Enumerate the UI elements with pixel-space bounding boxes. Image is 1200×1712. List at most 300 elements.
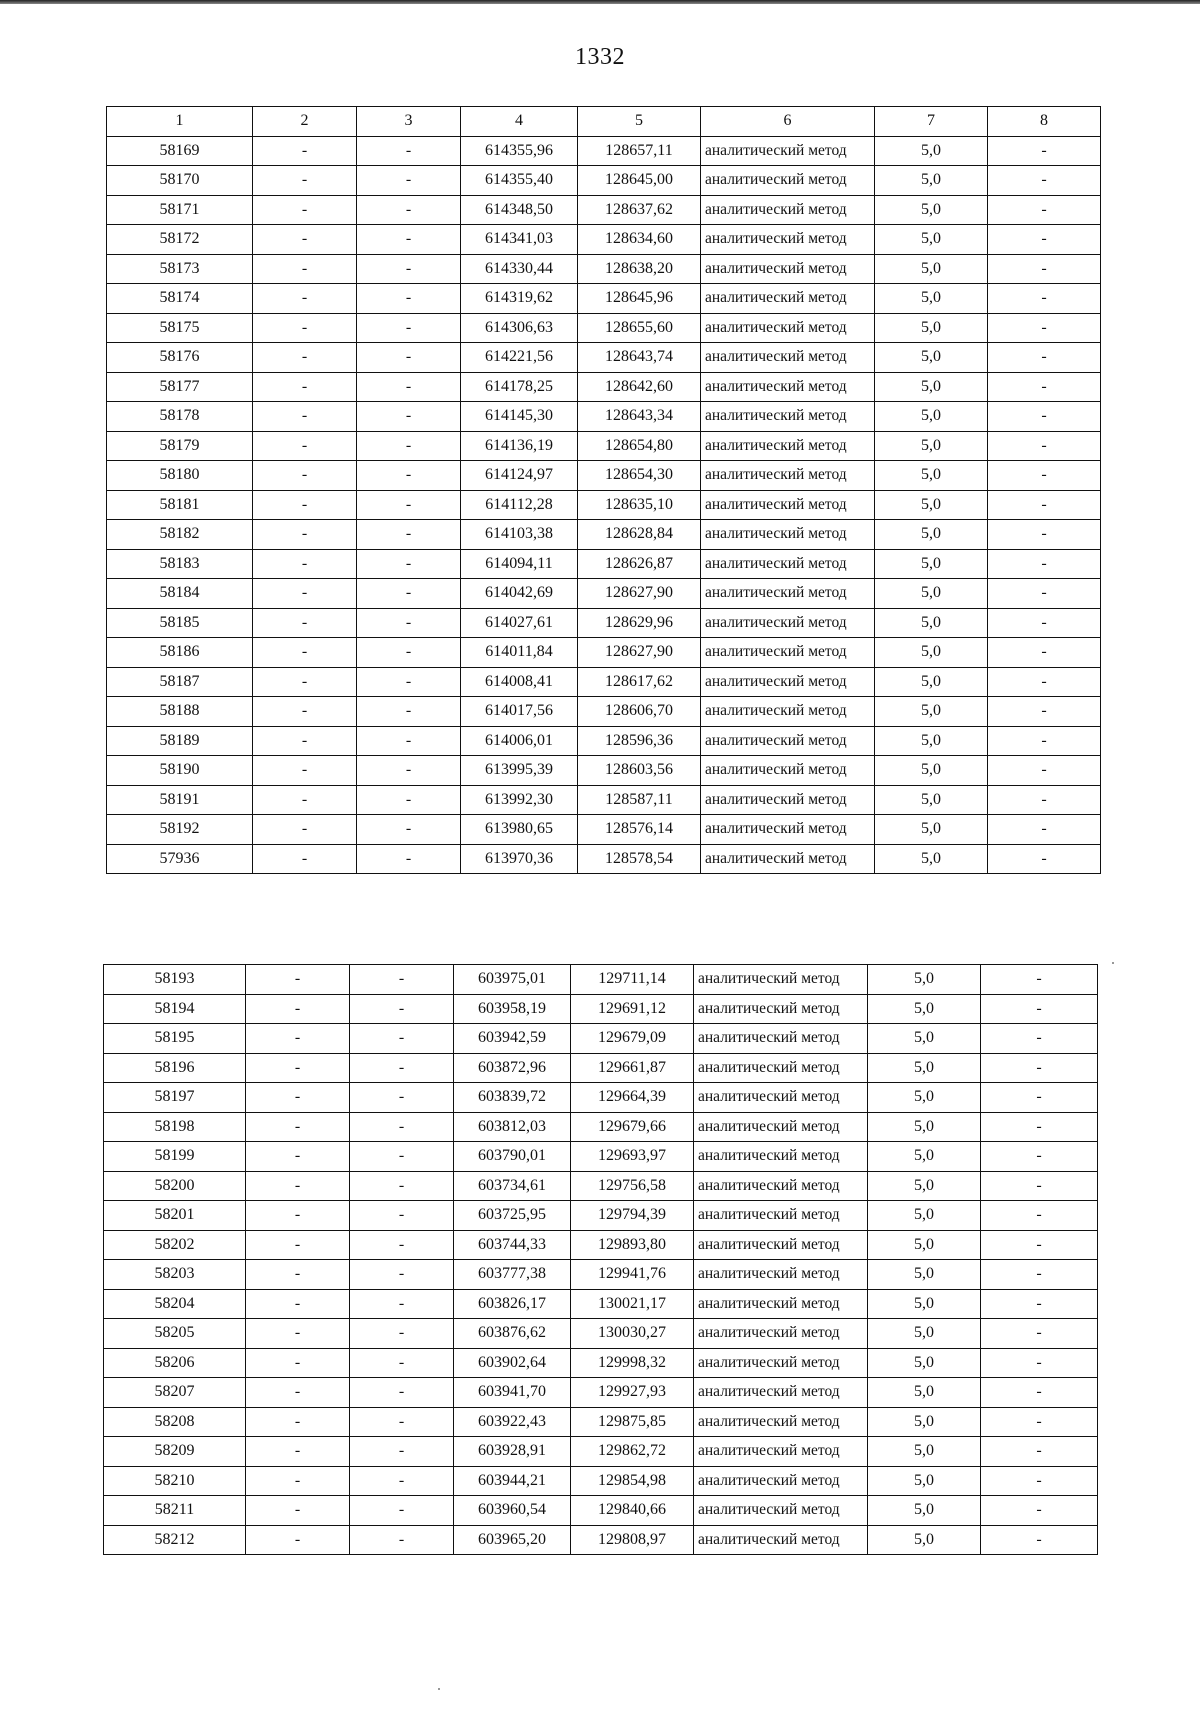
table-cell: -: [981, 1112, 1098, 1142]
table-cell: 58202: [104, 1230, 246, 1260]
table-cell: 5,0: [875, 343, 988, 373]
table-cell: -: [350, 1496, 454, 1526]
table-cell: 130021,17: [571, 1289, 694, 1319]
table-cell: -: [350, 1289, 454, 1319]
table-cell: -: [988, 697, 1101, 727]
table-cell: аналитический метод: [694, 1378, 868, 1408]
table-cell: аналитический метод: [694, 1496, 868, 1526]
table-cell: 603942,59: [454, 1024, 571, 1054]
table-cell: 58205: [104, 1319, 246, 1349]
table-cell: -: [350, 1142, 454, 1172]
table-row: [107, 461, 1101, 491]
table-row: [107, 697, 1101, 727]
table-cell: -: [988, 431, 1101, 461]
table-cell: -: [350, 1024, 454, 1054]
table-cell: аналитический метод: [701, 225, 875, 255]
table-cell: 128587,11: [578, 785, 701, 815]
table-cell: аналитический метод: [701, 343, 875, 373]
table-row: [107, 431, 1101, 461]
table-cell: 129840,66: [571, 1496, 694, 1526]
table-row: [104, 1378, 1098, 1408]
table-cell: -: [981, 1525, 1098, 1555]
table-cell: -: [350, 1171, 454, 1201]
table-cell: 58176: [107, 343, 253, 373]
table-cell: -: [981, 1230, 1098, 1260]
column-header: 1: [107, 107, 253, 137]
table-cell: 603872,96: [454, 1053, 571, 1083]
table-cell: 129679,66: [571, 1112, 694, 1142]
table-cell: аналитический метод: [694, 1437, 868, 1467]
table-cell: 603734,61: [454, 1171, 571, 1201]
table-cell: 128576,14: [578, 815, 701, 845]
table-cell: -: [246, 1053, 350, 1083]
table-row: [104, 1201, 1098, 1231]
table-cell: 5,0: [875, 225, 988, 255]
table-cell: аналитический метод: [701, 490, 875, 520]
table-cell: 5,0: [868, 1112, 981, 1142]
table-cell: 58178: [107, 402, 253, 432]
table-cell: аналитический метод: [701, 638, 875, 668]
table-cell: 614330,44: [461, 254, 578, 284]
table-cell: 128578,54: [578, 844, 701, 874]
table-cell: 603960,54: [454, 1496, 571, 1526]
table-cell: -: [246, 1437, 350, 1467]
table-cell: аналитический метод: [694, 1112, 868, 1142]
table-cell: 128642,60: [578, 372, 701, 402]
table-row: [104, 1319, 1098, 1349]
table-cell: -: [253, 402, 357, 432]
table-cell: -: [253, 225, 357, 255]
table-cell: 5,0: [875, 254, 988, 284]
table-cell: -: [253, 520, 357, 550]
table-cell: -: [357, 166, 461, 196]
table-cell: 5,0: [868, 1083, 981, 1113]
column-header: 8: [988, 107, 1101, 137]
table-row: [104, 1525, 1098, 1555]
table-cell: -: [357, 579, 461, 609]
table-cell: -: [253, 431, 357, 461]
scan-speck: [1112, 962, 1114, 964]
column-header: 2: [253, 107, 357, 137]
table-cell: 129875,85: [571, 1407, 694, 1437]
table-cell: -: [253, 313, 357, 343]
table-cell: 58181: [107, 490, 253, 520]
table-row: [107, 225, 1101, 255]
table-cell: -: [357, 195, 461, 225]
table-cell: 58198: [104, 1112, 246, 1142]
table-cell: -: [988, 372, 1101, 402]
table-cell: 128638,20: [578, 254, 701, 284]
table-cell: 614221,56: [461, 343, 578, 373]
table-row: [107, 136, 1101, 166]
table-cell: -: [988, 166, 1101, 196]
table-row: [104, 1142, 1098, 1172]
table-cell: -: [357, 667, 461, 697]
table-cell: 58182: [107, 520, 253, 550]
table-cell: 5,0: [875, 815, 988, 845]
table-cell: -: [357, 461, 461, 491]
table-cell: 58210: [104, 1466, 246, 1496]
table-cell: -: [253, 608, 357, 638]
table-cell: аналитический метод: [694, 1260, 868, 1290]
table-cell: 58186: [107, 638, 253, 668]
table-cell: -: [246, 1230, 350, 1260]
table-cell: -: [981, 1024, 1098, 1054]
table-cell: аналитический метод: [701, 431, 875, 461]
table-cell: -: [981, 1260, 1098, 1290]
table-cell: 5,0: [875, 284, 988, 314]
table-cell: -: [253, 343, 357, 373]
table-cell: 5,0: [875, 549, 988, 579]
table-cell: -: [246, 1289, 350, 1319]
table-cell: аналитический метод: [701, 166, 875, 196]
table-cell: 129679,09: [571, 1024, 694, 1054]
table-cell: 58195: [104, 1024, 246, 1054]
table-cell: 5,0: [875, 490, 988, 520]
table-cell: -: [981, 1142, 1098, 1172]
table-cell: -: [350, 1260, 454, 1290]
table-cell: 58207: [104, 1378, 246, 1408]
table-cell: 128627,90: [578, 638, 701, 668]
table-cell: 614348,50: [461, 195, 578, 225]
table-row: [104, 1112, 1098, 1142]
table-cell: -: [350, 1201, 454, 1231]
table-cell: 5,0: [868, 1437, 981, 1467]
table-cell: 603922,43: [454, 1407, 571, 1437]
table-cell: 5,0: [875, 608, 988, 638]
table-cell: -: [350, 1348, 454, 1378]
table-row: [104, 1407, 1098, 1437]
table-cell: 128635,10: [578, 490, 701, 520]
table-cell: 128634,60: [578, 225, 701, 255]
table-cell: 58169: [107, 136, 253, 166]
table-cell: -: [246, 994, 350, 1024]
table-cell: -: [981, 1289, 1098, 1319]
table-cell: 128643,74: [578, 343, 701, 373]
table-cell: 58209: [104, 1437, 246, 1467]
table-row: [107, 785, 1101, 815]
table-cell: 58191: [107, 785, 253, 815]
table-cell: 5,0: [875, 461, 988, 491]
table-cell: аналитический метод: [694, 1142, 868, 1172]
table-cell: 58170: [107, 166, 253, 196]
table-cell: 5,0: [875, 785, 988, 815]
table-cell: 603928,91: [454, 1437, 571, 1467]
table-row: [107, 402, 1101, 432]
table-cell: -: [350, 1378, 454, 1408]
table-cell: 128606,70: [578, 697, 701, 727]
table-cell: -: [253, 756, 357, 786]
table-cell: -: [357, 608, 461, 638]
table-cell: -: [988, 313, 1101, 343]
table-cell: -: [357, 284, 461, 314]
table-cell: 129691,12: [571, 994, 694, 1024]
table-cell: аналитический метод: [694, 965, 868, 995]
table-cell: 5,0: [875, 313, 988, 343]
scan-top-edge: [0, 0, 1200, 4]
table-cell: -: [350, 1466, 454, 1496]
table-cell: -: [357, 402, 461, 432]
table-cell: 128603,56: [578, 756, 701, 786]
table-cell: -: [988, 461, 1101, 491]
table-cell: -: [357, 815, 461, 845]
table-row: [107, 608, 1101, 638]
table-cell: 5,0: [875, 431, 988, 461]
table-cell: аналитический метод: [694, 1348, 868, 1378]
table-cell: 5,0: [868, 1024, 981, 1054]
table-row: [104, 1083, 1098, 1113]
table-cell: -: [988, 136, 1101, 166]
table-cell: -: [981, 994, 1098, 1024]
table-cell: 603876,62: [454, 1319, 571, 1349]
table-cell: -: [357, 136, 461, 166]
table-cell: 129661,87: [571, 1053, 694, 1083]
table-cell: -: [988, 579, 1101, 609]
table-cell: аналитический метод: [694, 1230, 868, 1260]
table-cell: 58204: [104, 1289, 246, 1319]
table-cell: -: [246, 1319, 350, 1349]
table-cell: -: [988, 756, 1101, 786]
table-cell: 5,0: [868, 1053, 981, 1083]
column-header: 6: [701, 107, 875, 137]
table-cell: 603839,72: [454, 1083, 571, 1113]
table-cell: 129664,39: [571, 1083, 694, 1113]
table-cell: 58208: [104, 1407, 246, 1437]
table-row: [104, 1024, 1098, 1054]
table-cell: -: [981, 1407, 1098, 1437]
table-cell: 5,0: [875, 136, 988, 166]
table-cell: 614306,63: [461, 313, 578, 343]
table-cell: 129893,80: [571, 1230, 694, 1260]
table-cell: -: [246, 1525, 350, 1555]
table-cell: 5,0: [875, 726, 988, 756]
table-row: [104, 1348, 1098, 1378]
table-cell: 5,0: [868, 1407, 981, 1437]
table-cell: -: [988, 402, 1101, 432]
table-cell: -: [246, 1112, 350, 1142]
table-cell: -: [253, 726, 357, 756]
table-cell: 129693,97: [571, 1142, 694, 1172]
table-cell: 5,0: [868, 994, 981, 1024]
table-cell: -: [357, 844, 461, 874]
table-row: [107, 844, 1101, 874]
table-cell: -: [357, 254, 461, 284]
table-cell: -: [981, 1348, 1098, 1378]
table-cell: 58184: [107, 579, 253, 609]
table-cell: -: [350, 1053, 454, 1083]
scan-speck: [438, 1688, 440, 1690]
table-cell: -: [988, 490, 1101, 520]
table-cell: 58196: [104, 1053, 246, 1083]
table-cell: -: [350, 1112, 454, 1142]
table-cell: -: [357, 549, 461, 579]
table-cell: -: [981, 1201, 1098, 1231]
table-cell: аналитический метод: [701, 756, 875, 786]
table-cell: -: [253, 785, 357, 815]
table-cell: -: [350, 1437, 454, 1467]
table-cell: 129862,72: [571, 1437, 694, 1467]
table-cell: -: [253, 166, 357, 196]
table-cell: 58188: [107, 697, 253, 727]
table-cell: 128645,96: [578, 284, 701, 314]
table-cell: аналитический метод: [694, 1407, 868, 1437]
table-cell: -: [246, 1171, 350, 1201]
table-cell: 603944,21: [454, 1466, 571, 1496]
table-row: [107, 195, 1101, 225]
table-cell: 128596,36: [578, 726, 701, 756]
table-row: [107, 815, 1101, 845]
table-cell: 614027,61: [461, 608, 578, 638]
table-cell: 5,0: [868, 1496, 981, 1526]
table-cell: 5,0: [875, 844, 988, 874]
table-cell: аналитический метод: [694, 1289, 868, 1319]
table-cell: аналитический метод: [694, 1171, 868, 1201]
table-cell: аналитический метод: [694, 1319, 868, 1349]
table-cell: -: [253, 284, 357, 314]
table-cell: 58199: [104, 1142, 246, 1172]
table-cell: 614112,28: [461, 490, 578, 520]
table-cell: 5,0: [875, 372, 988, 402]
table-cell: -: [988, 225, 1101, 255]
column-header: 5: [578, 107, 701, 137]
table-cell: -: [988, 785, 1101, 815]
table-cell: 613995,39: [461, 756, 578, 786]
table-cell: 128627,90: [578, 579, 701, 609]
table-cell: 128654,80: [578, 431, 701, 461]
table-cell: -: [357, 785, 461, 815]
table-cell: 603725,95: [454, 1201, 571, 1231]
table-cell: -: [988, 549, 1101, 579]
table-cell: аналитический метод: [694, 1525, 868, 1555]
table-row: [104, 965, 1098, 995]
table-cell: 614017,56: [461, 697, 578, 727]
table-cell: -: [246, 1260, 350, 1290]
table-cell: -: [350, 1230, 454, 1260]
table-cell: -: [988, 844, 1101, 874]
column-header: 7: [875, 107, 988, 137]
table-cell: аналитический метод: [701, 608, 875, 638]
table-cell: -: [981, 1053, 1098, 1083]
table-cell: -: [350, 965, 454, 995]
table-row: [104, 1171, 1098, 1201]
page-number: 1332: [575, 44, 625, 70]
table-cell: аналитический метод: [701, 667, 875, 697]
coordinates-table-2: [103, 964, 1098, 1555]
table-cell: -: [357, 490, 461, 520]
table-cell: 614094,11: [461, 549, 578, 579]
table-cell: -: [253, 461, 357, 491]
table-cell: 5,0: [868, 1319, 981, 1349]
table-cell: аналитический метод: [701, 136, 875, 166]
table-cell: аналитический метод: [701, 372, 875, 402]
table-cell: -: [357, 343, 461, 373]
table-cell: 5,0: [868, 1142, 981, 1172]
table-cell: 128626,87: [578, 549, 701, 579]
table-cell: 5,0: [875, 166, 988, 196]
table-row: [104, 1053, 1098, 1083]
table-cell: -: [357, 372, 461, 402]
table-cell: 5,0: [875, 520, 988, 550]
table-cell: 58171: [107, 195, 253, 225]
table-cell: 603941,70: [454, 1378, 571, 1408]
table-cell: 58187: [107, 667, 253, 697]
table-1-body: [107, 136, 1101, 874]
table-cell: аналитический метод: [701, 579, 875, 609]
table-cell: 58197: [104, 1083, 246, 1113]
table-cell: 5,0: [868, 1378, 981, 1408]
table-cell: -: [253, 372, 357, 402]
table-cell: 5,0: [868, 1525, 981, 1555]
table-cell: 58172: [107, 225, 253, 255]
table-cell: 128645,00: [578, 166, 701, 196]
table-cell: 603965,20: [454, 1525, 571, 1555]
table-cell: -: [253, 667, 357, 697]
table-cell: 614178,25: [461, 372, 578, 402]
table-cell: аналитический метод: [701, 254, 875, 284]
table-cell: -: [350, 994, 454, 1024]
table-cell: -: [988, 284, 1101, 314]
table-cell: 5,0: [868, 1260, 981, 1290]
table-cell: 128628,84: [578, 520, 701, 550]
table-cell: 614011,84: [461, 638, 578, 668]
table-cell: 5,0: [868, 1466, 981, 1496]
table-cell: -: [253, 579, 357, 609]
table-cell: -: [253, 195, 357, 225]
table-cell: аналитический метод: [694, 1053, 868, 1083]
table-cell: -: [988, 195, 1101, 225]
table-cell: -: [253, 697, 357, 727]
table-row: [107, 313, 1101, 343]
table-cell: -: [357, 756, 461, 786]
table-cell: 58173: [107, 254, 253, 284]
table-cell: -: [357, 431, 461, 461]
table-cell: 128617,62: [578, 667, 701, 697]
table-cell: 58212: [104, 1525, 246, 1555]
table-row: [107, 490, 1101, 520]
table-cell: -: [988, 254, 1101, 284]
table-cell: 58180: [107, 461, 253, 491]
table-cell: 58211: [104, 1496, 246, 1526]
table-cell: 128643,34: [578, 402, 701, 432]
table-cell: 129808,97: [571, 1525, 694, 1555]
table-row: [107, 579, 1101, 609]
table-cell: -: [981, 1083, 1098, 1113]
table-cell: аналитический метод: [694, 1083, 868, 1113]
table-cell: 603744,33: [454, 1230, 571, 1260]
table-cell: аналитический метод: [701, 726, 875, 756]
table-cell: 5,0: [868, 1201, 981, 1231]
table-row: [107, 756, 1101, 786]
table-row: [104, 1437, 1098, 1467]
table-row: [104, 1289, 1098, 1319]
table-2-body: [104, 965, 1098, 1555]
table-cell: 614341,03: [461, 225, 578, 255]
table-cell: -: [988, 343, 1101, 373]
table-cell: аналитический метод: [694, 1466, 868, 1496]
table-cell: 603975,01: [454, 965, 571, 995]
table-cell: -: [357, 520, 461, 550]
table-cell: 58192: [107, 815, 253, 845]
table-cell: 129711,14: [571, 965, 694, 995]
table-cell: аналитический метод: [694, 994, 868, 1024]
coordinates-table-1: [106, 106, 1101, 874]
table-cell: 58190: [107, 756, 253, 786]
table-cell: -: [246, 1496, 350, 1526]
column-header: 4: [461, 107, 578, 137]
table-cell: -: [981, 1437, 1098, 1467]
table-cell: -: [988, 815, 1101, 845]
table-row: [107, 254, 1101, 284]
